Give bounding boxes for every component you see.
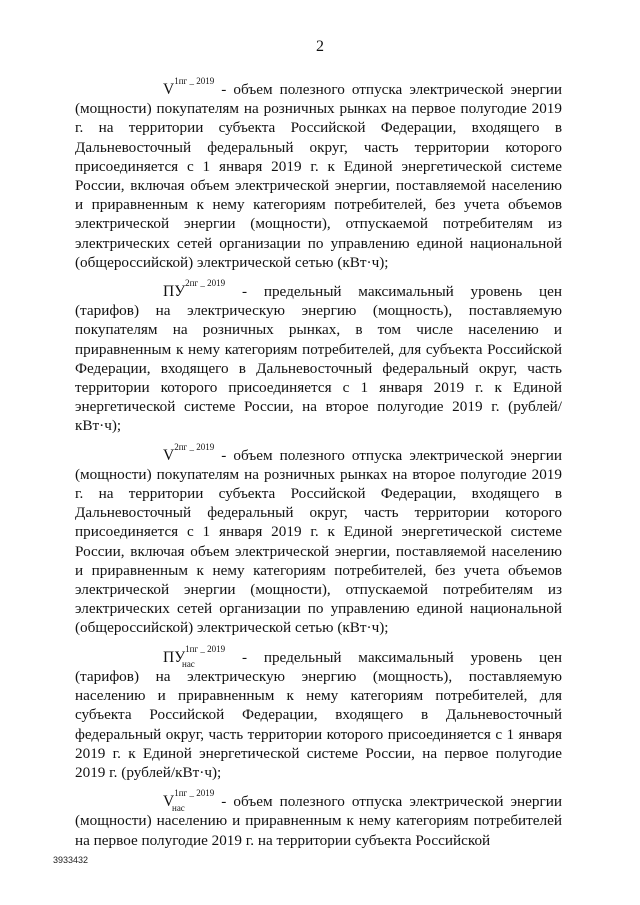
- definition-text: - объем полезного отпуска электрической энергии (мощности) покупателям на розничных рынках на второе полугодие 2019 г. на территории субъекта Российской Федерации, входящего в Дальневосточный федеральный округ, часть территории которого присоединяется с 1 января 2019 г. к Единой энергетической системе России, включая объем электрической энергии, поставляемой населению и приравненным к нему категориям потребителей, без учета объемов электрической энергии (мощности), отпускаемой потребителям из электрических сетей организации по управлению единой национальной (общероссийской) электрической сетью (кВт·ч);: [75, 446, 563, 637]
- definition-paragraph-3: [75, 438, 562, 638]
- formula-symbol: $V^{2пг \_ 2019}$: [163, 441, 215, 464]
- formula-superscript: 1пг _ 2019: [185, 643, 226, 654]
- formula-superscript: 2пг _ 2019: [185, 278, 226, 289]
- definition-text: - объем полезного отпуска электрической энергии (мощности) населению и приравненным к нему категориям потребителей на первое полугодие 2019 г. на территории субъекта Российской: [75, 793, 563, 849]
- formula-superscript: 1пг _ 2019: [174, 76, 215, 86]
- document-id: 3933432: [53, 855, 89, 865]
- definition-paragraph-2: [75, 274, 562, 436]
- formula-symbol: $V^{1пг \_ 2019}$: [163, 76, 215, 98]
- formula-superscript: 2пг _ 2019: [174, 441, 215, 452]
- definition-paragraph-1: [75, 72, 562, 272]
- definition-paragraph-4: [75, 640, 562, 782]
- formula-symbol: $ПУ^{2пг \_ 2019}$: [163, 278, 226, 301]
- definition-text: - предельный максимальный уровень цен (тарифов) на электрическую энергию (мощность), поставляемую населению и приравненным к нему категориям потребителей, для субъекта Российской Федерации, входящего в Дальневосточный федеральный округ, часть территории которого присоединяется с 1 января 2019 г. к Единой энергетической системе России, на первое полугодие 2019 г. (рублей/кВт·ч);: [75, 648, 563, 781]
- formula-symbol: $ПУ^{1пг \_ 2019}$ нас: [119, 640, 225, 667]
- page-number: 2: [316, 38, 324, 55]
- formula-subscript: нас: [182, 658, 195, 669]
- formula-symbol: $V^{1пг \_ 2019}$ нас: [119, 784, 214, 811]
- definition-text: - объем полезного отпуска электрической энергии (мощности) покупателям на розничных рынках на первое полугодие 2019 г. на территории субъекта Российской Федерации, входящего в Дальневосточный федеральный округ, часть территории которого присоединяется с 1 января 2019 г. к Единой энергетической системе России, включая объем электрической энергии, поставляемой населению и приравненным к нему категориям потребителей, без учета объемов электрической энергии (мощности), отпускаемой потребителям из электрических сетей организации по управлению единой национальной (общероссийской) электрической сетью (кВт·ч);: [75, 81, 563, 271]
- definition-text: - предельный максимальный уровень цен (тарифов) на электрическую энергию (мощность), поставляемую покупателям на розничных рынках, в том числе населению и приравненным к нему категориям потребителей, для субъекта Российской Федерации, входящего в Дальневосточный федеральный округ, часть территории которого присоединяется с 1 января 2019 г. к Единой энергетической системе России, на второе полугодие 2019 г. (рублей/кВт·ч);: [75, 283, 563, 435]
- definition-paragraph-5: [75, 784, 562, 850]
- document-body: [75, 72, 562, 850]
- formula-superscript: 1пг _ 2019: [174, 788, 215, 799]
- formula-subscript: нас: [172, 803, 185, 814]
